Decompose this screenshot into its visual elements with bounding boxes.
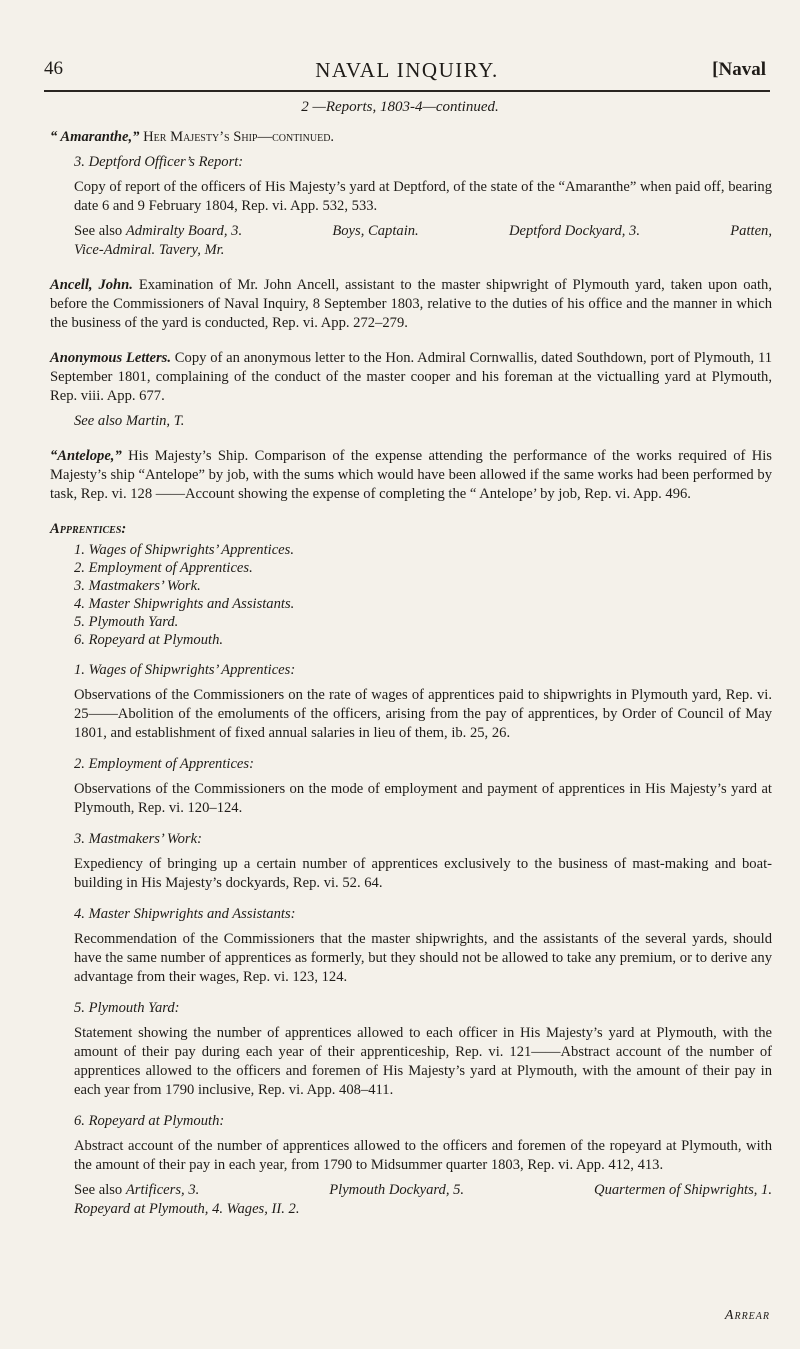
list-item: 4. Master Shipwrights and Assistants. (74, 596, 295, 612)
subentry-title: 3. Deptford Officer’s Report: (74, 154, 244, 170)
see-line: Vice-Admiral. Tavery, Mr. (74, 242, 225, 258)
entry-ancell (50, 276, 772, 333)
see-item: Plymouth Dockyard, 5. (329, 1182, 465, 1198)
see-prefix: See also (74, 223, 123, 239)
subentry-text: Observations of the Commissioners on the mode of employment and payment of apprentices in His Majesty’s yard at Plymouth, Rep. vi. 120–124. (74, 781, 772, 816)
list-item: 2. Employment of Apprentices. (74, 560, 253, 576)
see-item: Quartermen of Shipwrights, 1. (594, 1182, 772, 1198)
entry-heading: “Antelope,” (50, 448, 122, 464)
entry-text: His Majesty’s Ship. Comparison of the expense attending the performance of the works required of His Majesty’s ship “Antelope” by job, with the sums which would have been allowed if the same works had been performed by task, Rep. vi. 128 ——Account showing the expense of completing the “ Antelope’ by job, Rep. vi. App. 496. (50, 448, 772, 502)
entry-amaranthe (50, 128, 772, 147)
entry-text: Examination of Mr. John Ancell, assistant to the master shipwright of Plymouth yard, taken upon oath, before the Commissioners of Naval Inquiry, 8 September 1803, relative to the duties of his office and the manner in which the business of the yard is conducted, Rep. vi. App. 272–279. (50, 277, 773, 331)
subentry-title: 1. Wages of Shipwrights’ Apprentices: (74, 662, 296, 678)
header-rule (44, 90, 770, 92)
page-number: 46 (44, 58, 63, 79)
entry-text: Copy of an anonymous letter to the Hon. Admiral Cornwallis, dated Southdown, port of Plymouth, 11 September 1801, complaining of the conduct of the master cooper and his foreman at the victualling yard at Plymouth, Rep. viii. App. 677. (50, 350, 772, 404)
running-header (44, 58, 770, 92)
see-item: Admiralty Board, 3. (125, 223, 243, 239)
list-item: 3. Mastmakers’ Work. (74, 578, 201, 594)
list-item: 1. Wages of Shipwrights’ Apprentices. (74, 542, 294, 558)
running-section: [Naval (712, 59, 766, 80)
entry-apprentices: Apprentices: (50, 521, 127, 537)
entry-anonymous (50, 349, 772, 406)
see-also (50, 1181, 772, 1200)
see-also (50, 222, 772, 241)
subentry-text: Observations of the Commissioners on the rate of wages of apprentices paid to shipwrights in Plymouth yard, Rep. vi. 25——Abolition of the emoluments of the officers, arising from the pay of apprentices, by Order of Council of May 1801, and establishment of fixed annual salaries in lieu of them, ib. 25, 26. (74, 687, 772, 741)
catchword: Arrear (724, 1308, 770, 1323)
running-title: NAVAL INQUIRY. (315, 58, 499, 82)
subentry-title: 4. Master Shipwrights and Assistants: (74, 906, 296, 922)
subentry-text: Statement showing the number of apprentices allowed to each officer in His Majesty’s yard at Plymouth, with the amount of their pay during each year of their apprenticeship, Rep. vi. 121——Abstract account of the number of apprentices allowed to the officers and foremen of His Majesty’s yard at Plymouth, with the amount of their pay in each year from 1790 inclusive, Rep. vi. App. 408–411. (74, 1025, 772, 1098)
see-item: Deptford Dockyard, 3. (508, 223, 640, 239)
index-body (50, 128, 772, 1219)
subentry-text: Copy of report of the officers of His Majesty’s yard at Deptford, of the state of the “Amaranthe” when paid off, bearing date 6 and 9 February 1804, Rep. vi. App. 532, 533. (74, 179, 772, 214)
subentry-title: 2. Employment of Apprentices: (74, 756, 254, 772)
see-item: Boys, Captain. (332, 223, 419, 239)
list-item: 5. Plymouth Yard. (74, 614, 179, 630)
list-item: 6. Ropeyard at Plymouth. (74, 632, 224, 648)
entry-antelope (50, 447, 772, 504)
see-prefix: See also (74, 1182, 123, 1198)
subentry-title: 5. Plymouth Yard: (74, 1000, 180, 1016)
subentry-text: Abstract account of the number of apprentices allowed to the officers and foremen of the ropeyard at Plymouth, with the amount of their pay in each year, from 1790 to Midsummer quarter 1803, Rep. vi. App. 412, 413. (74, 1138, 772, 1173)
subentry-text: Recommendation of the Commissioners that the master shipwrights, and the assistants of the several yards, should have the same number of apprentices as formerly, but they should not be allowed to take any premium, or to derive any advantage from their wages, Rep. vi. 123, 124. (74, 931, 772, 985)
subentry-text: Expediency of bringing up a certain number of apprentices exclusively to the business of mast-making and boat-building in His Majesty’s dockyards, Rep. vi. 52. 64. (74, 856, 772, 891)
see-also: See also Martin, T. (74, 413, 185, 429)
entry-heading: Ancell, John. (50, 277, 133, 293)
entry-heading: “ Amaranthe,” (50, 129, 140, 145)
subentry-title: 3. Mastmakers’ Work: (74, 831, 202, 847)
see-item: Patten, (730, 223, 772, 239)
see-item: Artificers, 3. (125, 1182, 200, 1198)
entry-heading-rest: Her Majesty’s Ship—continued. (143, 129, 335, 145)
section-subheading: 2 —Reports, 1803-4—continued. (301, 99, 499, 115)
subentry-title: 6. Ropeyard at Plymouth: (74, 1113, 225, 1129)
entry-heading: Anonymous Letters. (50, 350, 171, 366)
apprentices-list (50, 541, 772, 649)
see-line: Ropeyard at Plymouth, 4. Wages, II. 2. (74, 1201, 300, 1217)
